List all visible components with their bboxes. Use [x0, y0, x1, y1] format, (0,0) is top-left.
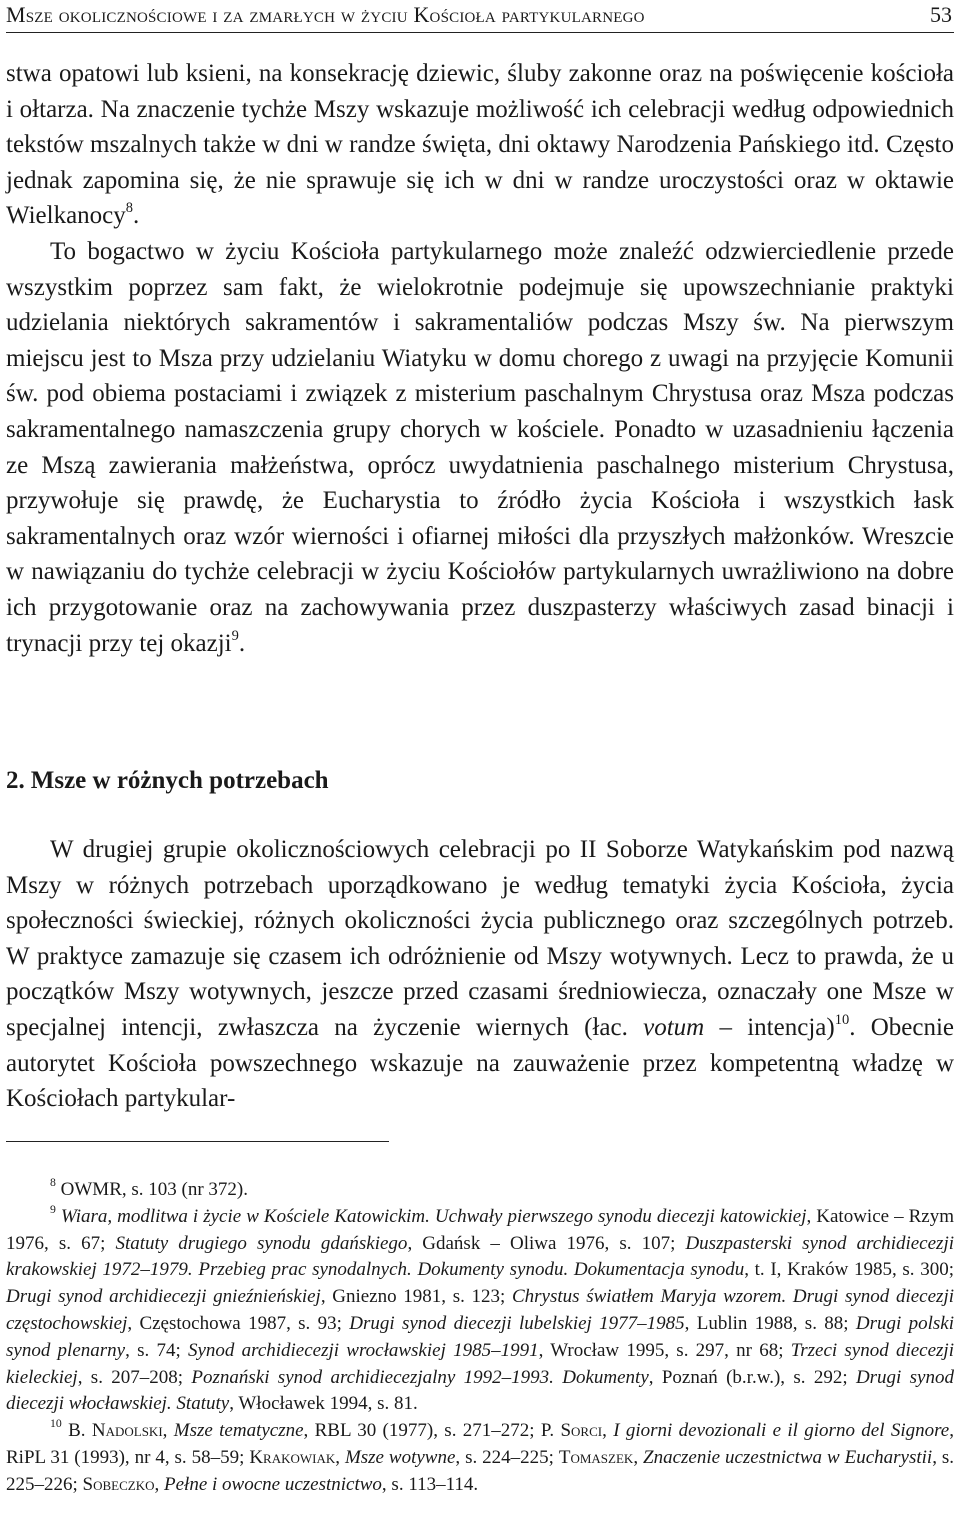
citation-title: Statuty drugiego synodu gdańskiego [115, 1232, 408, 1254]
paragraph-2 [6, 234, 954, 661]
footnotes [6, 1177, 954, 1499]
citation-title: Duszpasterski synod archidiecezji krakowskiej 1972–1979. Przebieg prac synodalnych. Dokumenty synodu. Dokumentacja synodu [6, 1232, 954, 1281]
citation-text: , Wrocław 1995, s. 297, nr 68; [538, 1339, 791, 1361]
citation-text: , s. 74; [125, 1339, 188, 1361]
footnote-ref-8: 8 [125, 200, 134, 217]
citation-title: Drugi synod diecezji lubelskiej 1977–1985 [349, 1312, 685, 1334]
citation-text: , [162, 1420, 174, 1442]
citation-text: , Gdańsk – Oliwa 1976, s. 107; [407, 1232, 686, 1254]
citation-title: Trzeci synod diecezji kieleckiej [6, 1339, 954, 1388]
citation-text: , Lublin 1988, s. 88; [684, 1312, 856, 1334]
running-header-title: Msze okolicznościowe i za zmarłych w życiu Kościoła partykularnego [6, 2, 645, 27]
citation-title: Chrystus światłem Maryja wzorem. Drugi synod diecezji częstochowskiej [6, 1286, 954, 1334]
footnote-8-text: OWMR, s. 103 (nr 372). [60, 1179, 248, 1200]
footnote-9-body [6, 1206, 954, 1415]
citation-text: , Poznań (b.r.w.), s. 292; [648, 1366, 856, 1388]
citation-text: B. [68, 1420, 92, 1442]
citation-text: , Częstochowa 1987, s. 93; [127, 1312, 350, 1334]
citation-text: , Włocławek 1994, s. 81. [229, 1393, 418, 1415]
citation-text: , RiPL 31 (1993), nr 4, s. 58–59; [6, 1420, 954, 1468]
citation-text: , s. 113–114. [381, 1473, 479, 1495]
citation-title: Drugi synod archidiecezji gnieźnieńskiej [6, 1286, 321, 1308]
section-2-text [6, 832, 954, 1117]
footnote-8 [6, 1177, 954, 1204]
citation-text: , [154, 1473, 164, 1495]
citation-text: , t. I, Kraków 1985, s. 300; [744, 1259, 954, 1281]
citation-text: , [335, 1446, 345, 1468]
section-heading [6, 763, 329, 798]
citation-title: Msze wotywne [344, 1446, 456, 1468]
citation-text: , Katowice – Rzym 1976, s. 67; [6, 1205, 955, 1254]
paragraph-3-italic: votum [643, 1013, 705, 1041]
paragraph-3-text-mid: – intencja) [704, 1013, 835, 1041]
citation-text: , RBL 30 (1977), s. 271–272; P. [303, 1420, 561, 1442]
paragraph-1-text: stwa opatowi lub ksieni, na konsekrację dziewic, śluby zakonne oraz na poświęcenie kościoła i ołtarza. Na znaczenie tychże Mszy wskazuje możliwość ich celebracji według odpowiednich tekstów mszalnych także w dni w randze święta, dni oktawy Narodzenia Pańskiego itd. Często jednak zapomina się, że nie sprawuje się ich w dni w randze uroczystości oraz w oktawie Wielkanocy [6, 60, 954, 230]
footnote-10-body [6, 1420, 954, 1495]
author-name: Nadolski [91, 1420, 163, 1442]
paragraph-2-text: To bogactwo w życiu Kościoła partykularnego może znaleźć odzwierciedlenie przede wszystkim poprzez sam fakt, że wielokrotnie podejmuje się upowszechnianie praktyki udzielania niektórych sakramentów i sakramentaliów podczas Mszy św. Na pierwszym miejscu jest to Msza przy udzielaniu Wiatyku w domu chorego z uwagi na przyjęcie Komunii św. pod obiema postaciami i związek z misterium paschalnym Chrystusa oraz Msza podczas sakramentalnego namaszczenia grupy chorych w kościele. Ponadto w uzasadnieniu łączenia ze Mszą zawierania małżeństwa, oprócz uwydatnienia paschalnego misterium Chrystusa, przywołuje się prawdę, że Eucharystia to źródło życia Kościoła i wszystkich łask sakramentalnych oraz wzór wierności i ofiarnej miłości dla przyszłych małżonków. Wreszcie w nawiązaniu do tychże celebracji w życiu Kościołów partykularnych uwrażliwiono na dobre ich przygotowanie oraz na zachowywania przez duszpasterzy właściwych zasad binacji i trynacji przy tej okazji [6, 237, 954, 657]
citation-title: Drugi synod diecezji włocławskiej. Statuty [6, 1366, 954, 1415]
author-name: Krakowiak [249, 1446, 336, 1468]
author-name: Tomaszek [558, 1446, 634, 1468]
citation-title: I giorni devozionali e il giorno del Signore [613, 1420, 950, 1442]
citation-text: , Gniezno 1981, s. 123; [320, 1286, 512, 1308]
citation-title: Pełne i owocne uczestnictwo [164, 1473, 382, 1495]
citation-title: Drugi polski synod plenarny [6, 1312, 955, 1361]
citation-title: Msze tematyczne [173, 1420, 304, 1442]
citation-title: Wiara, modlitwa i życie w Kościele Katowickim. Uchwały pierwszego synodu diecezji katowickiej [60, 1205, 807, 1227]
footnote-ref-9: 9 [231, 627, 239, 644]
citation-text: , s. 224–225; [455, 1446, 559, 1468]
footnote-10 [6, 1418, 954, 1498]
footnote-10-number: 10 [50, 1417, 62, 1431]
paragraph-1-end: . [133, 202, 140, 230]
main-text [6, 56, 954, 661]
citation-title: Synod archidiecezji wrocławskiej 1985–1991 [187, 1339, 539, 1361]
paragraph-2-end: . [238, 629, 246, 657]
footnote-9-number: 9 [50, 1202, 56, 1216]
footnote-separator [6, 1141, 389, 1142]
citation-title: Poznański synod archidiecezjalny 1992–1993. Dokumenty [191, 1366, 649, 1388]
footnote-ref-10: 10 [834, 1012, 850, 1029]
citation-text: , [633, 1446, 643, 1468]
section-number: 2. [6, 767, 25, 794]
paragraph-1 [6, 56, 954, 234]
paragraph-3-text-before: W drugiej grupie okolicznościowych celebracji po II Soborze Watykańskim pod nazwą Mszy w różnych potrzebach uporządkowano je według tematyki życia Kościoła, życia społeczności świeckiej, różnych okoliczności życia publicznego oraz szczególnych potrzeb. W praktyce zamazuje się czasem ich odróżnienie od Mszy wotywnych. Lecz to prawda, że u początków Mszy wotywnych, jeszcze przed czasami średniowiecza, oznaczały one Msze w specjalnej intencji, zwłaszcza na życzenie wiernych (łac. [6, 836, 954, 1041]
author-name: Sobeczko [82, 1473, 155, 1495]
section-title: Msze w różnych potrzebach [30, 767, 329, 794]
running-header [6, 0, 954, 33]
footnote-9 [6, 1204, 954, 1418]
page-number: 53 [930, 2, 952, 27]
citation-text: , s. 207–208; [77, 1366, 192, 1388]
citation-text: , [602, 1420, 614, 1442]
citation-text: , s. 225–226; [6, 1446, 955, 1495]
footnote-8-number: 8 [50, 1176, 56, 1190]
author-name: Sorci [560, 1420, 603, 1442]
paragraph-3 [6, 832, 954, 1117]
paragraph-3-text-after: . Obecnie autorytet Kościoła powszechnego wskazuje na zauważenie przez kompetentną władzę w Kościołach partykular- [6, 1013, 954, 1113]
citation-title: Znaczenie uczestnictwa w Eucharystii [643, 1446, 933, 1468]
